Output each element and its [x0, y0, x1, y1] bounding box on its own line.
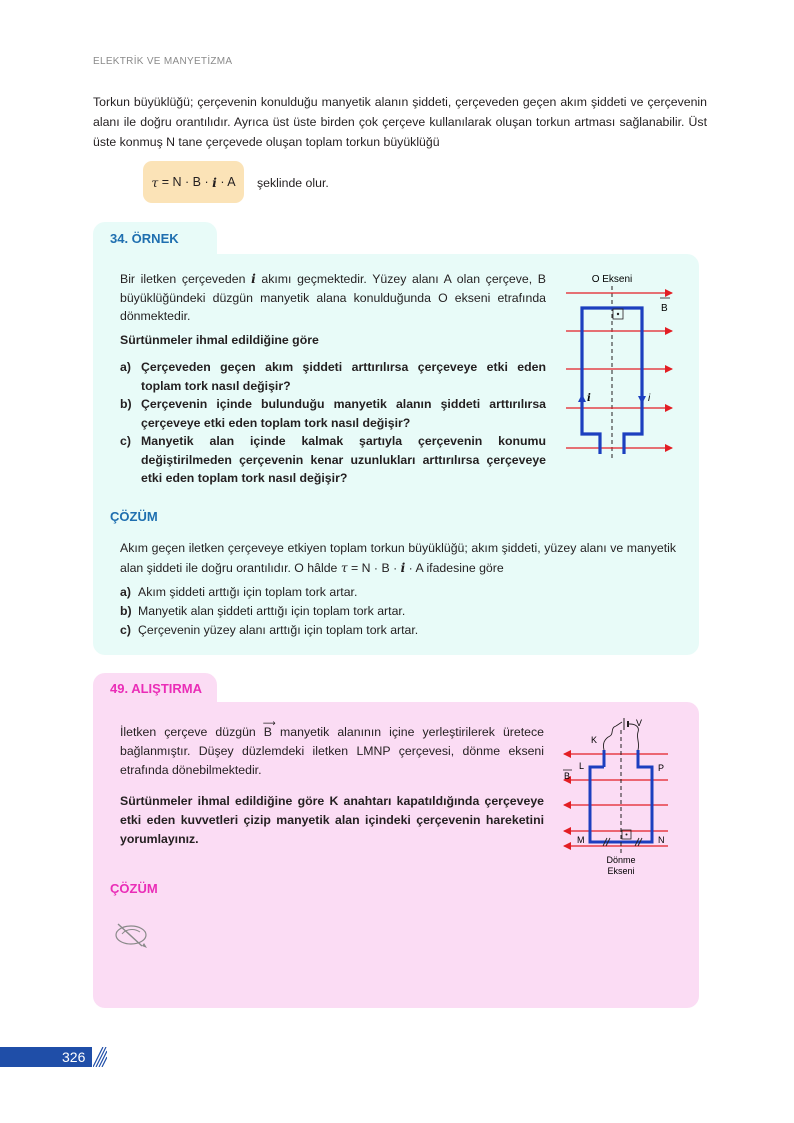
answer-label: a): [120, 585, 131, 599]
coil-in-field-figure: [560, 268, 680, 463]
answer-text: Çerçevenin yüzey alanı arttığı için toplam tork artar.: [138, 623, 419, 637]
question-text: Manyetik alan içinde kalmak şartıyla çerçevenin konumu değiştirilmeden çerçevenin kenar uzunlukları arttırılırsa çerçeveye etki eden toplam tork nasıl değişir?: [141, 434, 546, 485]
axis-label: O Ekseni: [591, 274, 633, 285]
answer-item: [120, 585, 357, 599]
example-question: [120, 395, 546, 432]
answer-label: b): [120, 604, 132, 618]
solution-pre: Akım geçen iletken çerçeveye etkiyen toplam torkun büyüklüğü; akım şiddeti, yüzey alanı ve manyetik alan şiddeti ile doğru orantılıdır. O hâlde: [120, 541, 676, 575]
solution-eq: = N · B ·: [347, 561, 401, 575]
example-text-post: akımı geçmektedir. Yüzey alanı A olan çerçeve, B büyüklüğündeki düzgün manyetik alana konulduğunda O ekseni etrafında dönmektedir.: [120, 272, 546, 323]
exercise-text-post: manyetik alanının içine yerleştirilerek üretece bağlanmıştır. Düşey düzlemdeki iletken LMNP çerçevesi, dönme ekseni etrafında dönebilmektedir.: [120, 725, 544, 777]
answer-label: c): [120, 623, 131, 637]
example-question: [120, 432, 546, 488]
formula-i: i: [212, 174, 217, 190]
formula-tau: τ: [151, 174, 159, 190]
vector-b-letter: B: [263, 725, 272, 739]
solution-tail: · A: [405, 561, 424, 575]
solution-post: ifadesine göre: [423, 561, 504, 575]
solution-tau: τ: [340, 561, 348, 575]
question-text: Çerçeveden geçen akım şiddeti arttırılırsa çerçeveye etki eden toplam tork nasıl değişir?: [141, 360, 546, 393]
question-label: a): [120, 360, 131, 374]
example-question: [120, 358, 546, 395]
question-text: Çerçevenin içinde bulunduğu manyetik alanın şiddeti arttırılırsa çerçeveye etki eden toplam tork nasıl değişir?: [141, 397, 546, 430]
label-v: V: [636, 718, 643, 728]
exercise-question: Sürtünmeler ihmal edildiğine göre K anahtarı kapatıldığında çerçeveye etki eden kuvvetleri çizip manyetik alan içindeki çerçevenin hareketini yorumlayınız.: [120, 794, 544, 846]
intro-paragraph: Torkun büyüklüğü; çerçevenin konulduğu manyetik alanın şiddeti, çerçeveden geçen akım şiddeti ve çerçevenin alanı ile doğru orantılıdır. Ayrıca üst üste birden çok çerçeve kullanılarak oluşan torkun artması sağlanabilir. Üst üste konmuş N tane çerçevede oluşan toplam torkun büyüklüğü: [93, 95, 707, 149]
exercise-title: 49. ALIŞTIRMA: [110, 681, 202, 696]
exercise-solution-title: ÇÖZÜM: [110, 881, 158, 896]
wire-left: [603, 726, 616, 750]
lmnp-frame-figure: [560, 712, 675, 880]
exercise-text-pre: İletken çerçeve düzgün: [120, 725, 264, 739]
pencil-icon: [112, 916, 152, 950]
page-stripe-decoration: [93, 1047, 107, 1067]
answer-text: Manyetik alan şiddeti arttığı için toplam tork artar.: [138, 604, 406, 618]
example-text-i: i: [251, 271, 256, 286]
current-label-right: i: [648, 393, 651, 404]
formula-after-text: şeklinde olur.: [257, 176, 329, 190]
torque-formula-box: [143, 161, 244, 203]
label-k: K: [591, 735, 598, 745]
example-text-pre: Bir iletken çerçeveden: [120, 272, 252, 286]
switch-k: [616, 722, 622, 726]
example-solution-text: [120, 539, 676, 578]
answer-item: [120, 604, 405, 618]
current-label-left: i: [587, 393, 591, 404]
section-header: ELEKTRİK VE MANYETİZMA: [93, 56, 233, 67]
label-p: P: [658, 763, 665, 773]
answer-text: Akım şiddeti arttığı için toplam tork artar.: [138, 585, 358, 599]
axis-label-line2: Ekseni: [607, 866, 635, 876]
vector-arrow-icon: ⟶: [262, 718, 276, 728]
vector-b: [262, 718, 276, 742]
formula-eq: = N · B ·: [158, 175, 213, 189]
label-m: M: [577, 835, 585, 845]
formula-tail: · A: [216, 175, 236, 189]
field-label: B: [564, 771, 571, 781]
example-text: [120, 270, 546, 326]
example-solution-title: ÇÖZÜM: [110, 509, 158, 524]
axis-label-line1: Dönme: [606, 855, 636, 865]
label-n: N: [658, 835, 665, 845]
solution-i: i: [400, 560, 406, 575]
answer-item: [120, 623, 418, 637]
field-label: B: [661, 303, 668, 314]
page-number: 326: [62, 1049, 86, 1065]
question-label: c): [120, 434, 131, 448]
example-note: Sürtünmeler ihmal edildiğine göre: [120, 333, 319, 347]
example-title: 34. ÖRNEK: [110, 231, 179, 246]
question-label: b): [120, 397, 132, 411]
exercise-text: [120, 718, 544, 780]
label-l: L: [579, 761, 585, 771]
